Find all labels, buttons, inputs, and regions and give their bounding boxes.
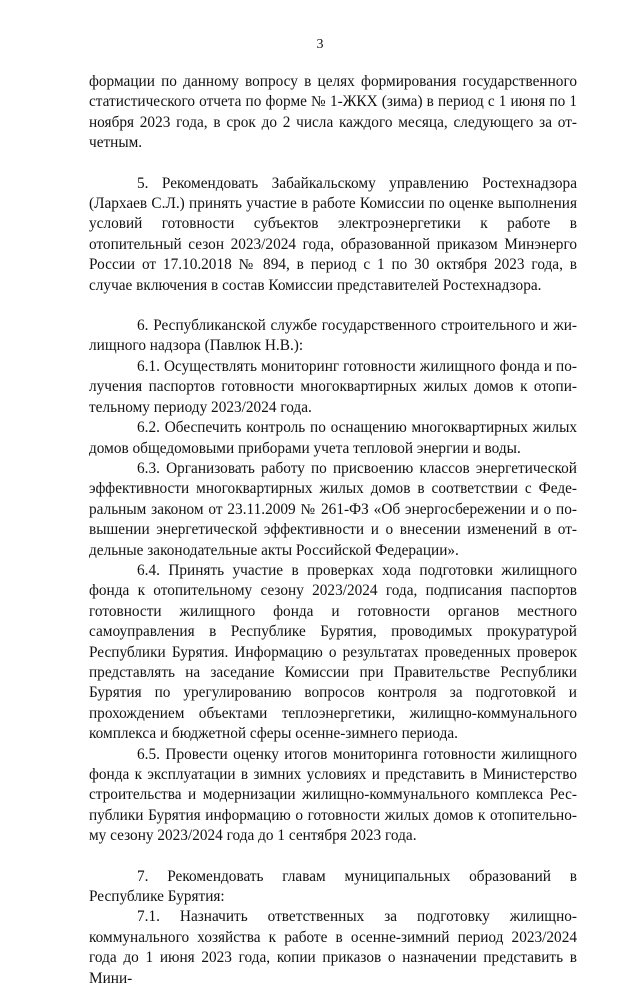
paragraph-item-5: 5. Рекомендовать Забайкальскому управлению Ростехнадзора (Лархаев С.Л.) принять участие в работе Комиссии по оценке выполнения условий готовности субъектов электроэнергетики к работе в отопительный сезон 2023/2024 года, образованной приказом Минэнерго России от 17.10.2018 № 894, в период с 1 по 30 октября 2023 года, в случае включения в состав Комиссии представителей Ростехнадзора. — [89, 174, 577, 294]
page-number: 3 — [316, 37, 324, 52]
document-body — [89, 72, 577, 989]
paragraph-item-7-1: 7.1. Назначить ответственных за подготовку жилищно-коммунального хозяйства к работе в осенне-зимний период 2023/2024 года до 1 июня 2023 года, копии приказов о назначении представить в Мини- — [89, 908, 577, 987]
paragraph-item-6-2: 6.2. Обеспечить контроль по оснащению многоквартирных жилых домов общедомовыми приборами учета тепловой энергии и воды. — [89, 419, 577, 457]
paragraph-item-6-1: 6.1. Осуществлять мониторинг готовности жилищного фонда и получения паспортов готовности многоквартирных жилых домов к отопительному периоду 2023/2024 года. — [89, 357, 577, 416]
paragraph-item-6-3: 6.3. Организовать работу по присвоению классов энергетической эффективности многоквартирных жилых домов в соответствии с Федеральным законом от 23.11.2009 № 261-ФЗ «Об энергосбережении и о повышении энергетической эффективности и о внесении изменений в отдельные законодательные акты Российской Федерации». — [89, 459, 577, 559]
paragraph-item-6-4: 6.4. Принять участие в проверках хода подготовки жилищного фонда к отопительному сезону 2023/2024 года, подписания паспортов готовности жилищного фонда и готовности органов местного самоуправления в Республике Бурятия, проводимых прокуратурой Республики Бурятия. Информацию о результатах проведенных проверок представлять на заседание Комиссии при Правительстве Республики Бурятия по урегулированию вопросов контроля за подготовкой и прохождением объектами теплоэнергетики, жилищно-коммунального комплекса и бюджетной сферы осенне-зимнего периода. — [89, 561, 577, 743]
paragraph-item-7: 7. Рекомендовать главам муниципальных образований в Республике Бурятия: — [89, 867, 577, 906]
paragraph-continuation: формации по данному вопросу в целях формирования государственного статистического отчета по форме № 1-ЖКХ (зима) в период с 1 июня по 1 ноября 2023 года, в срок до 2 числа каждого месяца, следующего за отчетным. — [89, 73, 577, 152]
paragraph-item-6-5: 6.5. Провести оценку итогов мониторинга готовности жилищного фонда к эксплуатации в зимних условиях и представить в Министерство строительства и модернизации жилищно-коммунального комплекса Республики Бурятия информацию о готовности жилых домов к отопительному сезону 2023/2024 года до 1 сентября 2023 года. — [89, 745, 577, 845]
paragraph-item-6: 6. Республиканской службе государственного строительного и жилищного надзора (Павлюк Н.В.): — [89, 317, 577, 355]
